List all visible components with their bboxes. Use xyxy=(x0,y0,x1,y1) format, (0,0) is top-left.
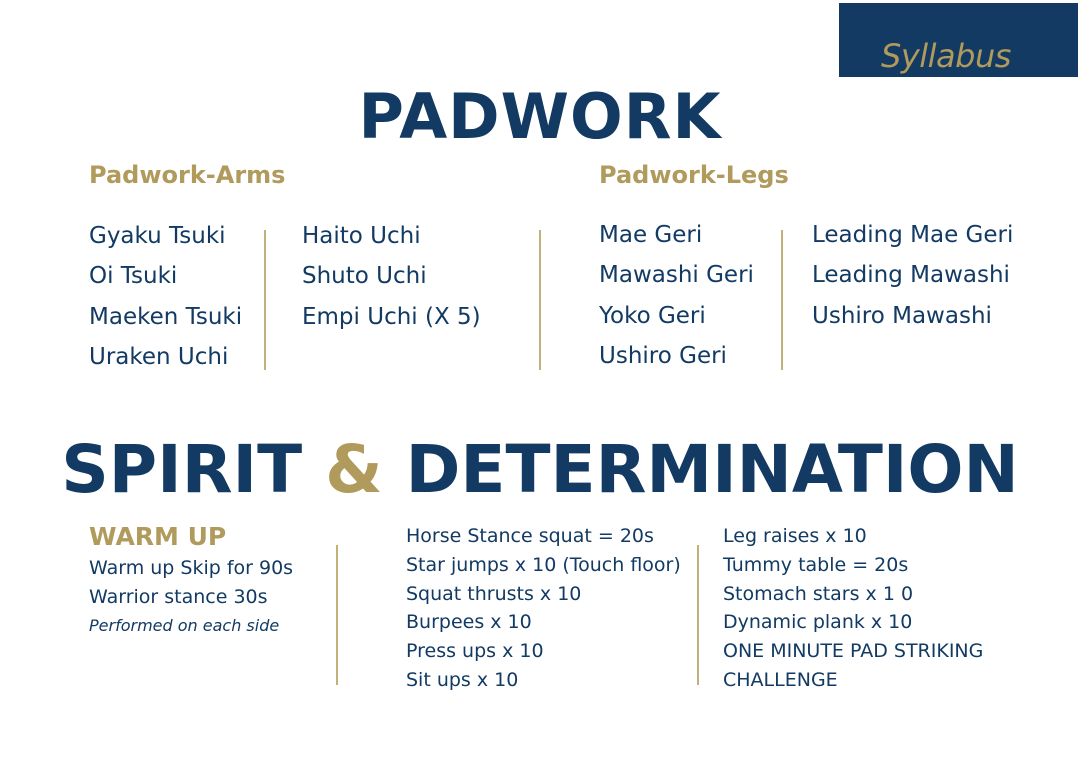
warmup-note: Performed on each side xyxy=(89,615,280,635)
list-item: Squat thrusts x 10 xyxy=(406,582,582,605)
list-item: Tummy table = 20s xyxy=(723,553,909,576)
list-item: Mae Geri xyxy=(599,222,703,248)
syllabus-label: Syllabus xyxy=(881,37,1011,75)
arms-list-1 xyxy=(89,216,242,377)
warmup-heading: WARM UP xyxy=(89,522,227,551)
padwork-arms-heading: Padwork-Arms xyxy=(89,161,286,189)
exercise-list-2 xyxy=(406,522,681,695)
syllabus-tag xyxy=(839,3,1078,77)
divider xyxy=(697,545,699,685)
arms-list-2 xyxy=(302,216,481,337)
spirit-title-part1: SPIRIT xyxy=(61,431,326,508)
divider xyxy=(264,230,266,370)
legs-list-2 xyxy=(812,215,1013,336)
list-item: Stomach stars x 1 0 xyxy=(723,582,914,605)
legs-list-1 xyxy=(599,215,754,376)
divider xyxy=(539,230,541,370)
warmup-list xyxy=(89,554,293,640)
list-item: Sit ups x 10 xyxy=(406,668,519,691)
list-item: Uraken Uchi xyxy=(89,343,229,370)
list-item: ONE MINUTE PAD STRIKING xyxy=(723,640,984,663)
list-item: Empi Uchi (X 5) xyxy=(302,303,481,330)
list-item: Dynamic plank x 10 xyxy=(723,611,913,634)
list-item: Ushiro Geri xyxy=(599,342,727,369)
list-item: Star jumps x 10 (Touch floor) xyxy=(406,553,681,576)
list-item: Mawashi Geri xyxy=(599,262,754,289)
list-item: Yoko Geri xyxy=(599,302,706,329)
ampersand: & xyxy=(325,431,383,508)
list-item: Leading Mae Geri xyxy=(812,222,1014,248)
exercise-list-3 xyxy=(723,522,983,695)
spirit-title-part2: DETERMINATION xyxy=(382,431,1019,508)
list-item: Leading Mawashi xyxy=(812,262,1010,289)
divider xyxy=(781,230,783,370)
divider xyxy=(336,545,338,685)
spirit-title xyxy=(0,432,1080,508)
padwork-title: PADWORK xyxy=(358,80,722,153)
list-item: Warrior stance 30s xyxy=(89,585,268,608)
list-item: Maeken Tsuki xyxy=(89,303,243,330)
list-item: Horse Stance squat = 20s xyxy=(406,525,654,547)
padwork-legs-heading: Padwork-Legs xyxy=(599,161,789,189)
list-item: Warm up Skip for 90s xyxy=(89,557,294,579)
list-item: Ushiro Mawashi xyxy=(812,302,992,329)
list-item: Leg raises x 10 xyxy=(723,525,867,547)
list-item: Gyaku Tsuki xyxy=(89,223,226,249)
list-item: Haito Uchi xyxy=(302,223,421,249)
list-item: CHALLENGE xyxy=(723,668,838,691)
list-item: Burpees x 10 xyxy=(406,611,532,634)
list-item: Shuto Uchi xyxy=(302,263,427,290)
list-item: Press ups x 10 xyxy=(406,640,544,663)
list-item: Oi Tsuki xyxy=(89,263,178,290)
